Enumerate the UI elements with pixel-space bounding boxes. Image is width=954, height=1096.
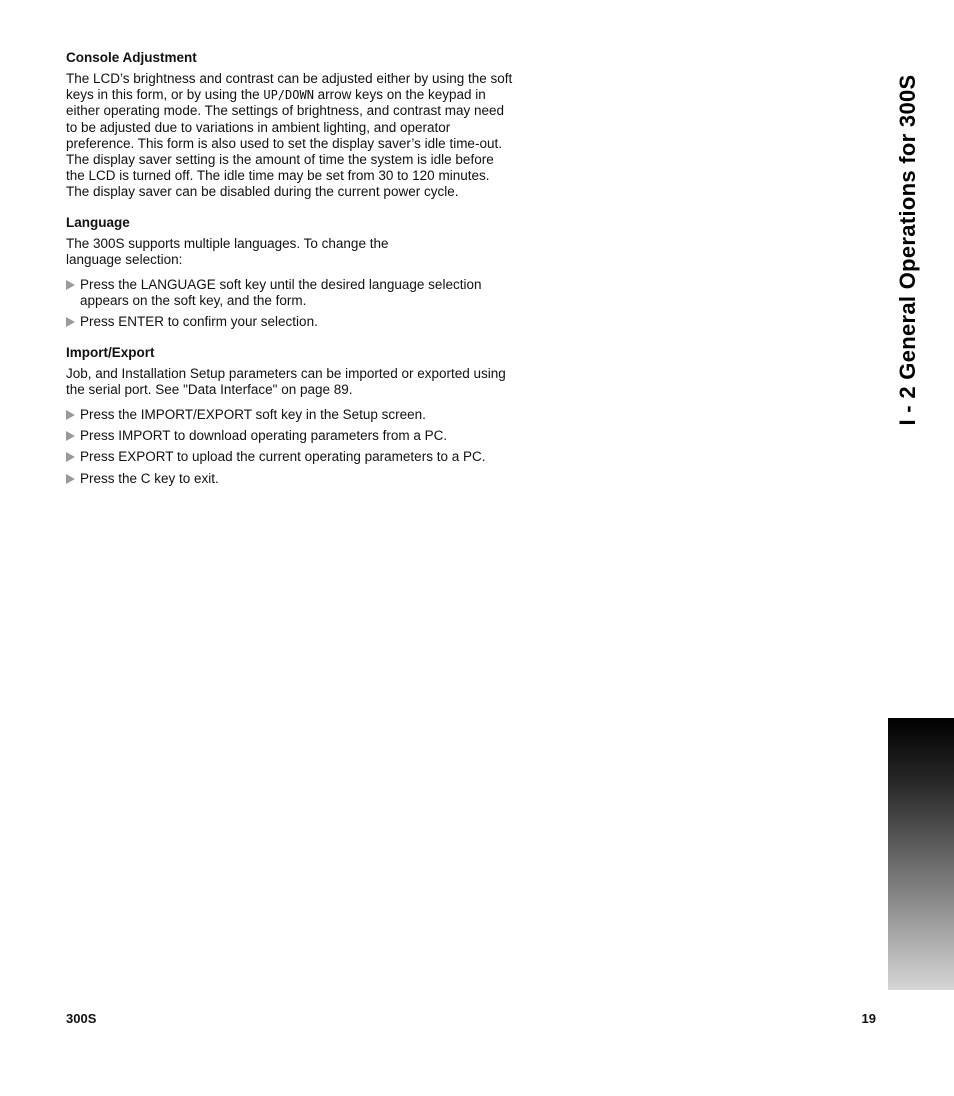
- list-item: [66, 407, 514, 423]
- import-export-paragraph: Job, and Installation Setup parameters can be imported or exported using the serial port. See "Data Interface" on page 89.: [66, 365, 506, 397]
- step-text: Press IMPORT to download operating parameters from a PC.: [80, 428, 448, 444]
- list-item: [66, 314, 514, 330]
- import-export-steps: [66, 407, 514, 487]
- console-para-text-2: arrow keys on the keypad in either operating mode. The settings of brightness, and contrast may need to be adjusted due to variations in ambient lighting, and operator preference. This form is also used to set the display saver’s idle time-out. The display saver setting is the amount of time the system is idle before the LCD is turned off. The idle time may be set from 30 to 120 minutes. The display saver can be disabled during the current power cycle.: [66, 87, 505, 200]
- list-item: [66, 277, 514, 309]
- list-item: [66, 428, 514, 444]
- step-arrow-icon: [66, 317, 75, 327]
- page-content: [66, 50, 514, 501]
- step-arrow-icon: [66, 452, 75, 462]
- footer-page-number: 19: [861, 1011, 876, 1026]
- import-export-section: [66, 345, 514, 487]
- step-text: Press the LANGUAGE soft key until the desired language selection appears on the soft key, and the form.: [80, 277, 482, 309]
- chapter-side-title: I - 2 General Operations for 300S: [895, 74, 920, 426]
- step-text: Press the C key to exit.: [80, 470, 219, 486]
- language-heading: Language: [66, 214, 130, 230]
- step-text: Press EXPORT to upload the current operating parameters to a PC.: [80, 449, 486, 465]
- step-arrow-icon: [66, 280, 75, 290]
- console-adjustment-paragraph: [66, 71, 514, 201]
- list-item: [66, 471, 514, 487]
- language-section: [66, 215, 514, 331]
- step-arrow-icon: [66, 431, 75, 441]
- list-item: [66, 449, 514, 465]
- console-adjustment-section: [66, 50, 514, 201]
- language-paragraph: The 300S supports multiple languages. To change the language selection:: [66, 235, 389, 267]
- step-text: Press ENTER to confirm your selection.: [80, 314, 318, 330]
- language-steps: [66, 277, 514, 331]
- console-para-text-1: The LCD’s brightness and contrast can be adjusted either by using the soft keys in this form, or by using the: [66, 71, 513, 103]
- step-arrow-icon: [66, 410, 75, 420]
- up-down-key-label: UP/DOWN: [263, 88, 314, 103]
- chapter-thumb-tab: [888, 718, 954, 990]
- import-export-heading: Import/Export: [66, 344, 155, 360]
- footer-product-name: 300S: [66, 1011, 97, 1026]
- step-text: Press the IMPORT/EXPORT soft key in the Setup screen.: [80, 407, 426, 423]
- console-adjustment-heading: Console Adjustment: [66, 50, 197, 65]
- step-arrow-icon: [66, 474, 75, 484]
